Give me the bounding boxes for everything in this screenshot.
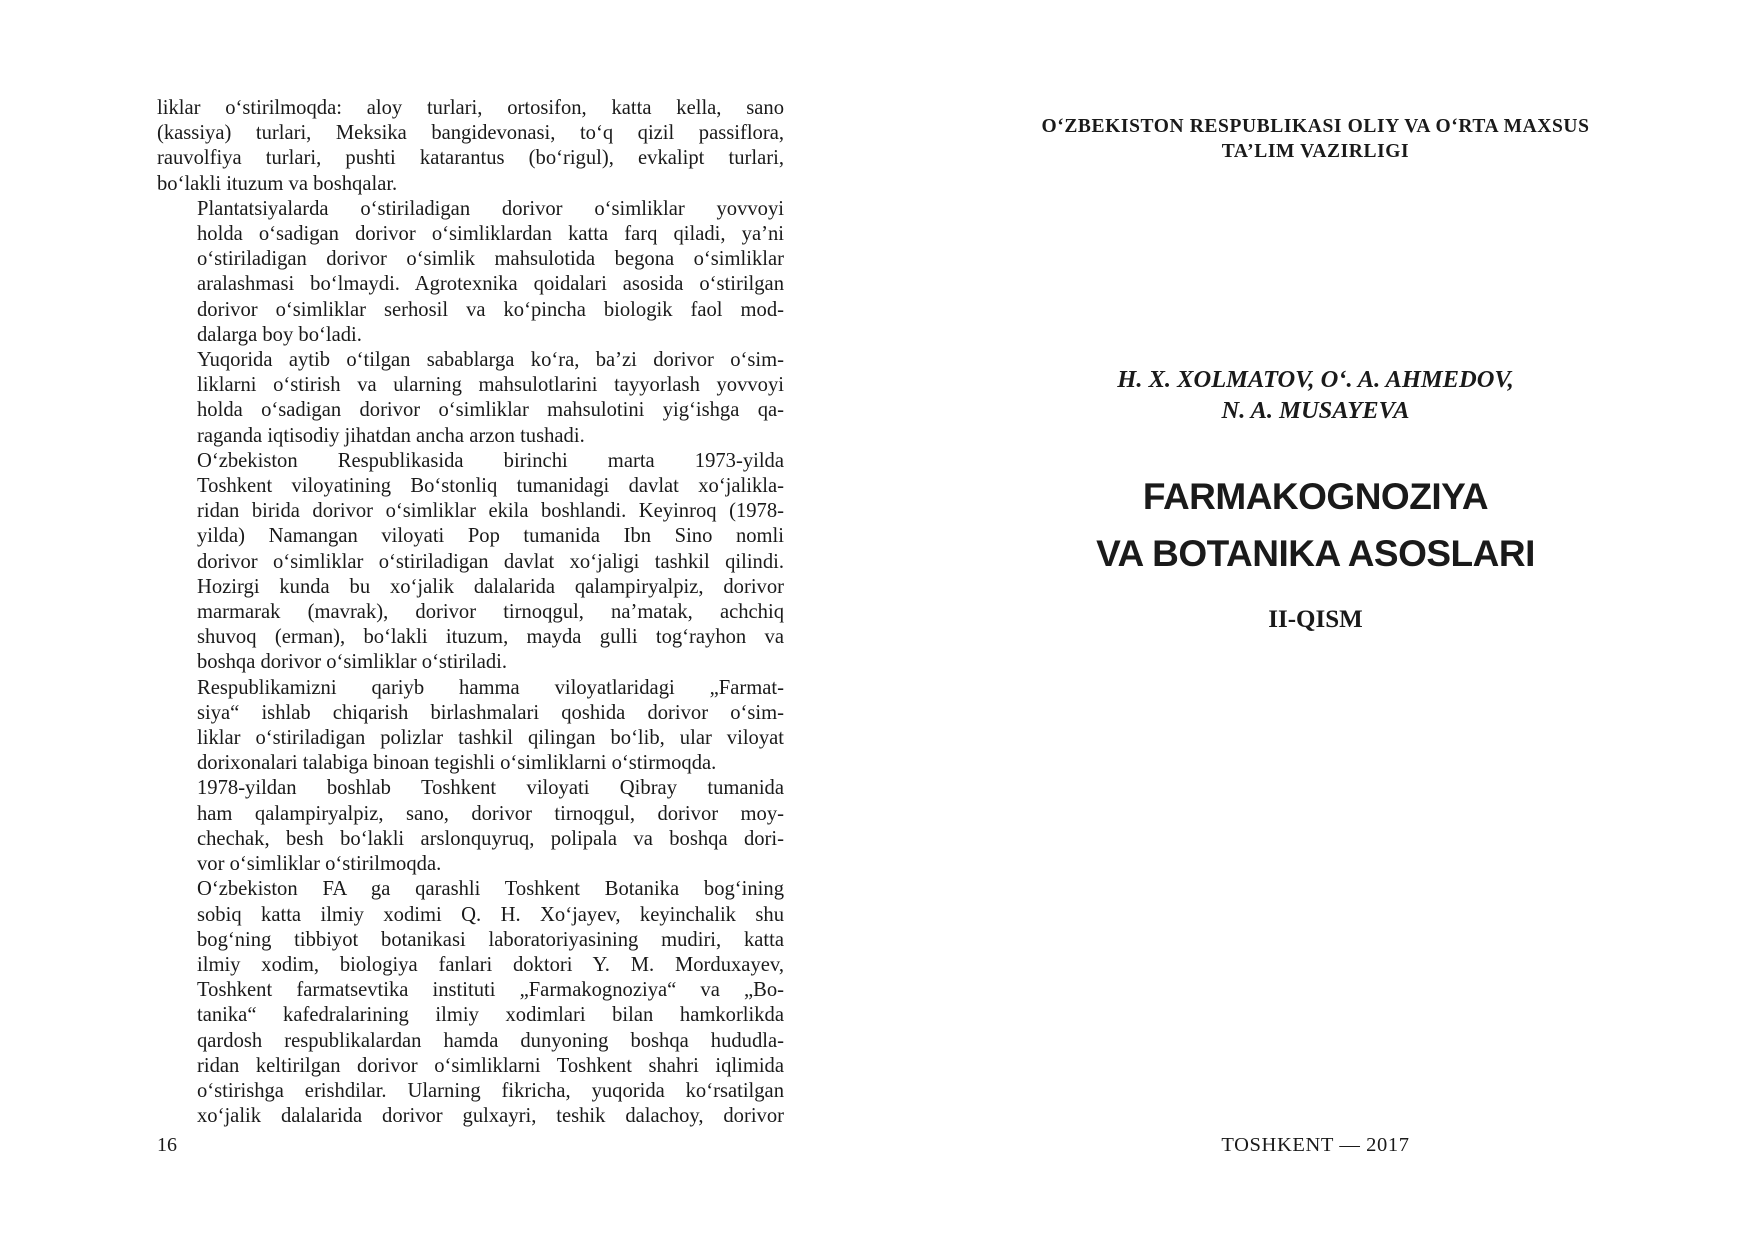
text-line: rauvolfiya turlari, pushti katarantus (bo‘rigul), evkalipt turlari,	[157, 147, 784, 170]
text-line: bog‘ning tibbiyot botanikasi laboratoriyasining mudiri, katta	[197, 928, 784, 951]
body-text	[157, 96, 784, 1129]
text-line: siya“ ishlab chiqarish birlashmalari qoshida dorivor o‘sim-	[197, 701, 784, 724]
paragraph	[157, 348, 784, 449]
text-line: ilmiy xodim, biologiya fanlari doktori Y. M. Morduxayev,	[197, 953, 784, 976]
paragraph	[157, 877, 784, 1129]
text-line: marmarak (mavrak), dorivor tirnoqgul, na’matak, achchiq	[197, 601, 784, 624]
text-line: (kassiya) turlari, Meksika bangidevonasi, to‘q qizil passiflora,	[157, 122, 784, 145]
text-line: dorivor o‘simliklar serhosil va ko‘pincha biologik faol mod-	[197, 298, 784, 321]
text-line: liklarni o‘stirish va ularning mahsulotlarini tayyorlash yovvoyi	[197, 374, 784, 397]
text-line: shuvoq (erman), bo‘lakli ituzum, mayda gulli tog‘rayhon va	[197, 626, 784, 649]
text-line: Respublikamizni qariyb hamma viloyatlaridagi „Farmat-	[197, 676, 784, 699]
text-line: ham qalampiryalpiz, sano, dorivor tirnoqgul, dorivor moy-	[197, 802, 784, 825]
text-line: o‘stiriladigan dorivor o‘simlik mahsulotida begona o‘simliklar	[197, 248, 784, 271]
book-title-line-2: VA BOTANIKA ASOSLARI	[1096, 533, 1535, 574]
text-line: dorivor o‘simliklar o‘stiriladigan davlat xo‘jaligi tashkil qilindi.	[197, 550, 784, 573]
text-line: dalarga boy bo‘ladi.	[197, 323, 362, 346]
text-line: Yuqorida aytib o‘tilgan sabablarga ko‘ra, ba’zi dorivor o‘sim-	[197, 349, 784, 372]
text-line: Plantatsiyalarda o‘stiriladigan dorivor o‘simliklar yovvoyi	[197, 197, 784, 220]
authors-line-2: N. A. MUSAYEVA	[1221, 397, 1410, 424]
text-line: vor o‘simliklar o‘stirilmoqda.	[197, 853, 442, 876]
text-line: o‘stirishga erishdilar. Ularning fikricha, yuqorida ko‘rsatilgan	[197, 1079, 784, 1102]
ministry-heading	[877, 114, 1754, 164]
paragraph	[157, 776, 784, 877]
text-line: holda o‘sadigan dorivor o‘simliklar mahsulotini yig‘ishga qa-	[197, 399, 784, 422]
ministry-line-2: TA’LIM VAZIRLIGI	[1221, 141, 1410, 162]
authors	[877, 364, 1754, 426]
ministry-line-1: O‘ZBEKISTON RESPUBLIKASI OLIY VA O‘RTA MAXSUS	[1041, 116, 1590, 137]
text-line: holda o‘sadigan dorivor o‘simliklardan katta farq qiladi, ya’ni	[197, 223, 784, 246]
text-line: yilda) Namangan viloyati Pop tumanida Ibn Sino nomli	[197, 525, 784, 548]
text-line: tanika“ kafedralarining ilmiy xodimlari bilan hamkorlikda	[197, 1004, 784, 1027]
text-line: dorixonalari talabiga binoan tegishli o‘simliklarni o‘stirmoqda.	[197, 752, 717, 775]
paragraph	[157, 676, 784, 777]
text-line: Hozirgi kunda bu xo‘jalik dalalarida qalampiryalpiz, dorivor	[197, 575, 784, 598]
paragraph	[157, 449, 784, 676]
text-line: bo‘lakli ituzum va boshqalar.	[157, 172, 398, 195]
text-line: O‘zbekiston FA ga qarashli Toshkent Botanika bog‘ining	[197, 878, 784, 901]
authors-line-1: H. X. XOLMATOV, O‘. A. AHMEDOV,	[1117, 366, 1514, 393]
text-line: liklar o‘stirilmoqda: aloy turlari, ortosifon, katta kella, sano	[157, 97, 784, 119]
paragraph	[157, 96, 784, 197]
right-page-title	[877, 0, 1754, 1240]
book-title-line-1: FARMAKOGNOZIYA	[1142, 476, 1489, 517]
text-line: liklar o‘stiriladigan polizlar tashkil qilingan bo‘lib, ular viloyat	[197, 727, 784, 750]
imprint: TOSHKENT — 2017	[1221, 1134, 1410, 1156]
text-line: ridan keltirilgan dorivor o‘simliklarni Toshkent shahri iqlimida	[197, 1054, 784, 1077]
text-line: O‘zbekiston Respublikasida birinchi marta 1973-yilda	[197, 449, 784, 472]
book-title	[877, 468, 1754, 582]
text-line: raganda iqtisodiy jihatdan ancha arzon tushadi.	[197, 424, 585, 447]
text-line: xo‘jalik dalalarida dorivor gulxayri, teshik dalachoy, dorivor	[197, 1105, 784, 1128]
text-line: boshqa dorivor o‘simliklar o‘stiriladi.	[197, 651, 508, 674]
text-line: ridan birida dorivor o‘simliklar ekila boshlandi. Keyinroq (1978-	[197, 500, 784, 523]
text-line: Toshkent farmatsevtika instituti „Farmakognoziya“ va „Bo-	[197, 979, 784, 1002]
text-line: chechak, besh bo‘lakli arslonquyruq, polipala va boshqa dori-	[197, 827, 784, 850]
part-label: II-QISM	[1268, 606, 1363, 633]
text-line: Toshkent viloyatining Bo‘stonliq tumanidagi davlat xo‘jalikla-	[197, 475, 784, 498]
text-line: aralashmasi bo‘lmaydi. Agrotexnika qoidalari asosida o‘stirilgan	[197, 273, 784, 296]
text-line: 1978-yildan boshlab Toshkent viloyati Qibray tumanida	[197, 777, 784, 800]
text-line: qardosh respublikalardan hamda dunyoning boshqa hududla-	[197, 1029, 784, 1052]
text-line: sobiq katta ilmiy xodimi Q. H. Xo‘jayev, keyinchalik shu	[197, 903, 784, 926]
page-number: 16	[157, 1134, 177, 1156]
paragraph	[157, 197, 784, 348]
